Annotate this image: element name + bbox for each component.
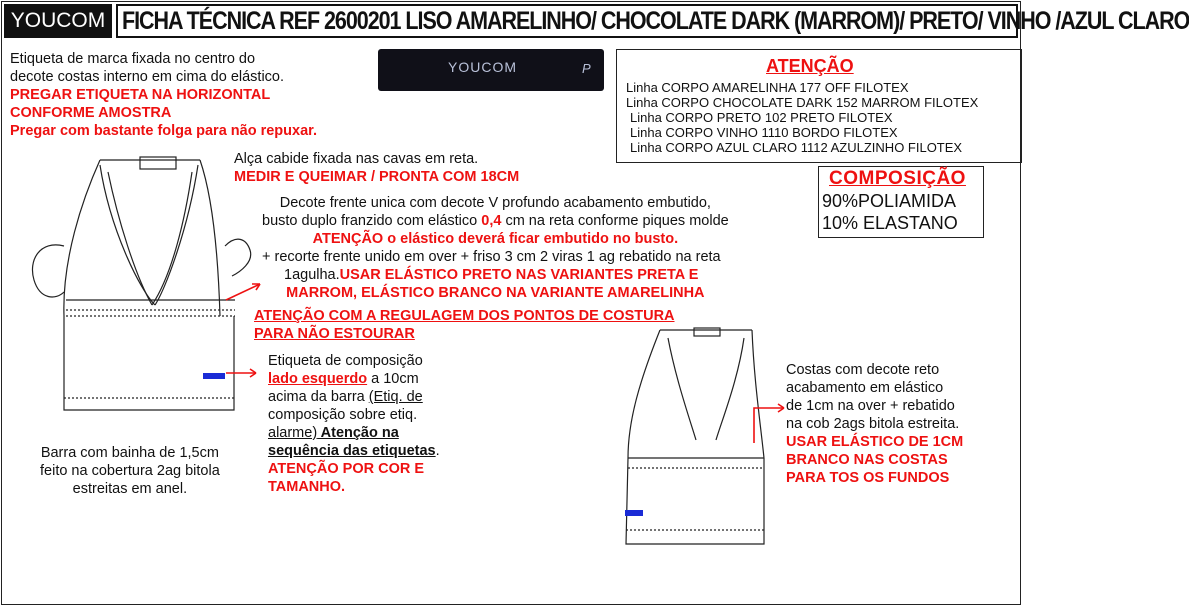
back-line3: de 1cm na over + rebatido	[786, 398, 955, 414]
front-line3: + recorte frente unido em over + friso 3 cm 2 viras 1 ag rebatido na reta	[262, 249, 721, 265]
back-line1: Costas com decote reto	[786, 362, 940, 378]
comp-label-red1: ATENÇÃO POR COR E	[268, 461, 425, 477]
attention-title: ATENÇÃO	[766, 56, 854, 76]
front-line4b: USAR ELÁSTICO PRETO NAS VARIANTES PRETA E	[339, 267, 699, 283]
comp-label-line1: Etiqueta de composição	[268, 353, 423, 369]
front-red2: MARROM, ELÁSTICO BRANCO NA VARIANTE AMARELINHA	[286, 285, 705, 301]
comp-label-line2b: a 10cm	[367, 371, 419, 387]
brand-tag-size: P	[582, 61, 591, 76]
front-red1: ATENÇÃO o elástico deverá ficar embutido no busto.	[312, 231, 679, 247]
brand-tag-text: YOUCOM	[448, 59, 517, 75]
strap-line1: Alça cabide fixada nas cavas em reta.	[234, 151, 479, 167]
attention-line: Linha CORPO CHOCOLATE DARK 152 MARROM FILOTEX	[626, 95, 979, 110]
front-line2b: 0,4	[481, 213, 502, 229]
strap-red: MEDIR E QUEIMAR / PRONTA COM 18CM	[234, 169, 520, 185]
back-line4: na cob 2ags bitola estreita.	[786, 416, 960, 432]
back-tag-mark	[625, 510, 643, 516]
brand-label-line2: decote costas interno em cima do elástico.	[10, 69, 285, 85]
composition-line2: 10% ELASTANO	[822, 213, 958, 233]
brand-label-line1: Etiqueta de marca fixada no centro do	[10, 51, 256, 67]
attention-line: Linha CORPO AZUL CLARO 1112 AZULZINHO FILOTEX	[630, 140, 963, 155]
front-red3: ATENÇÃO COM A REGULAGEM DOS PONTOS DE COSTURA	[254, 308, 675, 324]
comp-label-line6: sequência das etiquetas	[268, 443, 436, 459]
brand-logo: YOUCOM	[4, 4, 112, 38]
composition-tag-mark	[203, 373, 225, 379]
front-line4a: 1agulha.	[284, 267, 340, 283]
hem-line2: feito na cobertura 2ag bitola	[40, 463, 220, 479]
front-line2c: cm na reta conforme piques molde	[501, 213, 729, 229]
comp-label-line4: composição sobre etiq.	[268, 407, 418, 423]
comp-label-line3a: acima da barra	[268, 389, 369, 405]
brand-label-red2: CONFORME AMOSTRA	[10, 105, 172, 121]
back-red1: USAR ELÁSTICO DE 1CM	[786, 434, 964, 450]
front-red4: PARA NÃO ESTOURAR	[254, 326, 415, 342]
front-garment-sketch	[32, 157, 250, 410]
comp-label-line5a: alarme)	[268, 425, 318, 441]
brand-label-red3: Pregar com bastante folga para não repuxar.	[10, 123, 318, 139]
hem-line1: Barra com bainha de 1,5cm	[40, 445, 219, 461]
comp-label-line2a: lado esquerdo	[268, 371, 368, 387]
attention-line: Linha CORPO VINHO 1110 BORDO FILOTEX	[630, 125, 898, 140]
attention-line: Linha CORPO AMARELINHA 177 OFF FILOTEX	[626, 80, 909, 95]
attention-line: Linha CORPO PRETO 102 PRETO FILOTEX	[630, 110, 893, 125]
brand-label-red1: PREGAR ETIQUETA NA HORIZONTAL	[10, 87, 271, 103]
comp-label-line5b: Atenção na	[317, 425, 399, 441]
back-line2: acabamento em elástico	[786, 380, 944, 396]
comp-label-line3b: (Etiq. de	[368, 389, 423, 405]
back-red3: PARA TOS OS FUNDOS	[786, 470, 950, 486]
front-arrows	[226, 284, 260, 377]
front-line1: Decote frente unica com decote V profundo acabamento embutido,	[279, 195, 711, 211]
back-garment-sketch	[626, 328, 764, 544]
hem-line3: estreitas em anel.	[72, 481, 188, 497]
title-text: FICHA TÉCNICA REF 2600201 LISO AMARELINHO/ CHOCOLATE DARK (MARROM)/ PRETO/ VINHO /AZUL CLARO	[122, 6, 1189, 35]
comp-label-line6b: .	[435, 443, 440, 459]
composition-title: COMPOSIÇÃO	[829, 168, 966, 189]
front-line2a: busto duplo franzido com elástico	[262, 213, 482, 229]
back-red2: BRANCO NAS COSTAS	[786, 452, 948, 468]
comp-label-red2: TAMANHO.	[268, 479, 346, 495]
composition-line1: 90%POLIAMIDA	[822, 191, 957, 211]
